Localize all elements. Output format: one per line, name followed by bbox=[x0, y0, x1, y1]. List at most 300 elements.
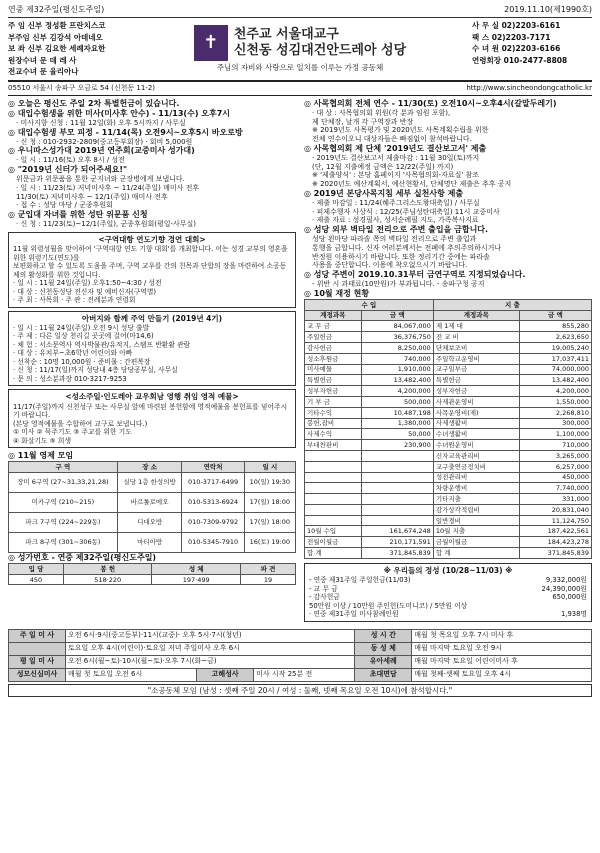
table-cell: 주일헌금 bbox=[305, 332, 362, 343]
notice-title: ◎ "2019년 신터가 되어주세요!" bbox=[8, 165, 128, 174]
offering-amount: 24,390,000원 bbox=[541, 584, 587, 593]
clergy-entry bbox=[8, 20, 128, 32]
table-cell bbox=[305, 494, 362, 505]
mass-label: 유아세례 bbox=[355, 655, 412, 668]
box-line: ④ 화살기도 ⑤ 희생 bbox=[13, 436, 72, 445]
address-bar bbox=[8, 82, 592, 96]
box-line: · 대 상 : 유치부~초6학년 어린이와 아빠 bbox=[13, 349, 133, 358]
bulletin-page bbox=[8, 5, 592, 843]
table-cell: 8,250,000 bbox=[361, 342, 433, 353]
table-row bbox=[305, 504, 592, 515]
table-row bbox=[305, 407, 592, 418]
table-row bbox=[305, 494, 592, 505]
notice-line: 제 단체장, 날개 각 구역장과 반장 bbox=[312, 117, 414, 126]
table-cell: 20,831,040 bbox=[519, 504, 591, 515]
table-cell: 부대찬판비 bbox=[305, 440, 362, 451]
contact-list bbox=[472, 18, 592, 80]
meeting-table bbox=[8, 461, 296, 553]
notice-line: 반정원 이용하시기 바랍니다. 또한 정리기간 중에는 파라솔 bbox=[312, 252, 490, 261]
mass-time: 미사 시작 25분 전 bbox=[254, 668, 355, 681]
offering-amount: 9,332,000원 bbox=[545, 576, 587, 585]
lead-notice: ◎ 오늘은 평신도 주일 2차 특별헌금이 있습니다. bbox=[8, 98, 180, 108]
table-cell: 바르톨로메오 bbox=[117, 492, 182, 512]
table-cell: 855,280 bbox=[519, 321, 591, 332]
hymn-number: 197·499 bbox=[152, 574, 240, 585]
notice-line: 성당 왼마당 파라솔 쪽의 벽타일 전리으로 주변 출입과 bbox=[312, 235, 477, 243]
notice-line: · 대 상 : 사목협의회 위원(각 분과 임원 포함), bbox=[312, 108, 451, 117]
notice-line: - 위반 시 과태료(10만원)가 부과됩니다. - 송파구청 공지 bbox=[312, 280, 485, 288]
hymn-number: 518·220 bbox=[64, 574, 152, 585]
table-cell: 17,037,411 bbox=[519, 353, 591, 364]
table-cell bbox=[361, 472, 433, 483]
table-row bbox=[305, 429, 592, 440]
table-cell: 단체보조비 bbox=[433, 342, 519, 353]
column-header: 계정과목 bbox=[433, 310, 519, 321]
mass-label: 성모신심미사 bbox=[9, 668, 66, 681]
offering-line bbox=[309, 576, 587, 584]
table-cell: 371,845,839 bbox=[361, 548, 433, 559]
hymn-table bbox=[8, 563, 296, 586]
notice-line: 11/30(토) 저녁미사후 ~ 12/1(주일) 매미사 전후 bbox=[16, 192, 168, 201]
table-cell: 사제생활비 bbox=[433, 418, 519, 429]
table-cell: 16(토) 19:00 bbox=[244, 532, 295, 552]
notice-title: ◎ 성당 외부 벽타일 전리으로 주변 출입을 금합니다. bbox=[304, 225, 489, 234]
table-cell: 7,740,000 bbox=[519, 483, 591, 494]
table-cell: 161,674,248 bbox=[361, 526, 433, 537]
notice-line: · 일 시 : 11/23(토) 저녁미사후 ~ 11/24(주일) 매미사 전후 bbox=[16, 183, 200, 192]
offering-title: ※ 우리들의 정성 (10/28~11/03) ※ bbox=[383, 565, 513, 575]
table-row bbox=[305, 548, 592, 559]
table-cell: 수녀원운영비 bbox=[433, 440, 519, 451]
column-header: 파 견 bbox=[240, 563, 295, 574]
notice-tile-work bbox=[304, 225, 592, 270]
column-header: 봉 헌 bbox=[64, 563, 152, 574]
box-line: ① 미사 ② 묵주기도 ③ 주교를 위한 기도 bbox=[13, 428, 132, 437]
column-header: 연락처 bbox=[182, 462, 244, 473]
table-cell: 성부자헌금 bbox=[305, 386, 362, 397]
table-cell: 1,100,000 bbox=[519, 429, 591, 440]
contact-label: 연령회장 bbox=[472, 55, 501, 65]
mass-time: 토요일 오후 4시(어린이)·토요일 저녁 주일미사 오후 6시 bbox=[66, 642, 355, 655]
table-row bbox=[305, 461, 592, 472]
table-row bbox=[9, 629, 592, 642]
table-cell: 010-3717-6499 bbox=[182, 472, 244, 492]
contact-entry bbox=[472, 32, 592, 44]
table-cell: 331,000 bbox=[519, 494, 591, 505]
table-cell: 주일학교운영비 bbox=[433, 353, 519, 364]
notice-title: ◎ 2019년 본당사목지침 세부 실천사항 제출 bbox=[304, 188, 464, 198]
notice-line: 위문금과 위문품을 통한 군지녀와 군장병에게 보냅니다. bbox=[16, 175, 185, 183]
box-line: 11/17(주일)까지 신천성구 또는 사무실 앞에 마련된 봉헌함에 영적예물을 봉헌표를 넣어주시기 바랍니다. bbox=[13, 402, 288, 420]
notice-title: ◎ 사목협의회 제 단체 '2019년도 결산보고서' 제출 bbox=[304, 143, 487, 153]
column-header: 장 소 bbox=[117, 462, 182, 473]
table-cell: 사제관운영비 bbox=[433, 396, 519, 407]
notice-title: ◎ 성당 주변이 2019.10.31부터 금연구역로 지정되었습니다. bbox=[304, 270, 526, 279]
clergy-name: 김요한 세례자요한 bbox=[44, 44, 106, 53]
table-row bbox=[9, 668, 592, 681]
table-row bbox=[305, 483, 592, 494]
table-row bbox=[305, 537, 592, 548]
clergy-name: 정성환 프란치스코 bbox=[44, 21, 106, 30]
mass-time: 오전 6시·9시(중고등부)·11시(교중)· 오후 5시·7시(청년) bbox=[66, 629, 355, 642]
notice-line: · 신 청 : 11/23(토)~12/1(주일), 군종후원회(평일-사무실) bbox=[16, 220, 197, 228]
mass-label: 성 시 간 bbox=[355, 629, 412, 642]
table-row bbox=[9, 472, 296, 492]
offering-line bbox=[309, 585, 587, 593]
mass-label: 초대면담 bbox=[355, 668, 412, 681]
contact-entry bbox=[472, 55, 592, 67]
table-cell: 3,265,000 bbox=[519, 450, 591, 461]
offering-line bbox=[309, 610, 587, 618]
table-cell: 미사예물 bbox=[305, 364, 362, 375]
notice-council-training bbox=[304, 99, 592, 144]
contact-value: 010-2477-8808 bbox=[503, 55, 568, 65]
table-cell: 파크 8구역 (301~306동) bbox=[9, 532, 118, 552]
table-cell: 차량운행비 bbox=[433, 483, 519, 494]
box-line: · 대 상 : 신천동성당 전신자 및 예비신자(구역별) bbox=[13, 287, 157, 296]
notice-line: · 접 수 : 성당 마당 / 군종후원회 bbox=[16, 201, 113, 210]
table-cell: 371,845,839 bbox=[519, 548, 591, 559]
table-cell bbox=[305, 483, 362, 494]
box-title: <성소주일·인도레아 교우회남 영행 취임 영적 예물> bbox=[65, 392, 239, 402]
box-line: (본당 영적예물을 수합하여 교구로 보냅니다.) bbox=[13, 419, 148, 428]
contact-label: 사 무 실 bbox=[472, 21, 499, 30]
table-cell: 4,200,000 bbox=[519, 386, 591, 397]
box-line: · 주 최 : 사목회 · 주 관 : 전례분과 연령회 bbox=[13, 296, 136, 305]
diocese-name: 천주교 서울대교구 bbox=[233, 27, 339, 43]
box-line: · 선착순 : 10명 10,000원 · 준비물 : 간편복장 bbox=[13, 357, 151, 366]
table-cell: 17(일) 18:00 bbox=[244, 492, 295, 512]
box-line: 11월 위령성월을 맞이하여 '구역대항 연도 기향 대회'를 개최합니다. 이는 성경 교부의 영혼을 위한 위령기도(연도)를 bbox=[13, 245, 288, 262]
table-row bbox=[305, 418, 592, 429]
table-cell: 성부자헌금 bbox=[433, 386, 519, 397]
table-cell bbox=[305, 461, 362, 472]
table-cell: 전월이월금 bbox=[305, 537, 362, 548]
notice-exam-mass bbox=[8, 109, 296, 128]
notice-santa bbox=[8, 165, 296, 210]
table-cell: 금월이월금 bbox=[433, 537, 519, 548]
table-cell: 230,900 bbox=[361, 440, 433, 451]
table-cell: 합 계 bbox=[305, 548, 362, 559]
table-cell: 13,482,400 bbox=[361, 375, 433, 386]
notice-line: ※ 2020년도 예산계획서, 예산현황서, 단체명단 제출은 추후 공지 bbox=[312, 180, 512, 188]
issue-date: 2019.11.10(제1990호) bbox=[504, 5, 592, 14]
column-header: 성 체 bbox=[152, 563, 240, 574]
table-cell: 봉헌,잡비 bbox=[305, 418, 362, 429]
column-header: 금 액 bbox=[361, 310, 433, 321]
box-title: <구역대항 연도기향 경연 대회> bbox=[98, 234, 206, 244]
contact-value: 02)2203-6166 bbox=[501, 44, 561, 53]
notice-line: · 신 청 : 010-2932-2809(중고등부회장) · 회비 5,000원 bbox=[16, 137, 193, 146]
table-cell: 실당 1층 한성의방 bbox=[117, 472, 182, 492]
table-cell: 성전관리비 bbox=[433, 472, 519, 483]
table-cell: 187,422,561 bbox=[519, 526, 591, 537]
finance-table bbox=[304, 299, 592, 559]
sunday-title: 연중 제32주일(평신도주일) bbox=[8, 5, 105, 14]
table-cell: 36,376,750 bbox=[361, 332, 433, 343]
contact-label: 팩 스 bbox=[472, 32, 490, 42]
table-cell: 수녀생활비 bbox=[433, 429, 519, 440]
box-line: · 체 험 : 서소문역사 역사박물관/유적지, 스탬프 반환활 관람 bbox=[13, 340, 191, 349]
table-row bbox=[305, 396, 592, 407]
table-row bbox=[305, 526, 592, 537]
table-cell: 184,423,278 bbox=[519, 537, 591, 548]
hymn-number: 19 bbox=[240, 574, 295, 585]
table-cell: 장미 6구역 (27~31,33,21,28) bbox=[9, 472, 118, 492]
table-cell: 2,268,810 bbox=[519, 407, 591, 418]
table-row bbox=[9, 492, 296, 512]
notice-title: ◎ 사목협의회 전체 연수 - 11/30(토) 오전10시~오후4시(갈말두레기) bbox=[304, 98, 557, 108]
mass-schedule bbox=[8, 629, 592, 682]
box-line: · 일 시 : 11월 24일(주일) 오전 9시 성당 출발 bbox=[13, 323, 150, 332]
table-cell: 특별헌금 bbox=[305, 375, 362, 386]
table-cell: 신자교육관리비 bbox=[433, 450, 519, 461]
income-group: 수 입 bbox=[305, 299, 434, 310]
table-cell: 300,000 bbox=[519, 418, 591, 429]
notice-pastoral-submit bbox=[304, 189, 592, 225]
table-cell: 1,550,000 bbox=[519, 396, 591, 407]
table-cell: 디대오방 bbox=[117, 512, 182, 532]
notice-line: 사용을 중단합니다. 이용에 착오없으시기 바랍니다. bbox=[312, 261, 468, 270]
notice-line: · 일 시 : 11/16(토) 오후 8시 / 성전 bbox=[16, 156, 125, 165]
table-row bbox=[305, 364, 592, 375]
table-row bbox=[305, 332, 592, 343]
table-cell: 파크 7구역 (224~229동) bbox=[9, 512, 118, 532]
offering-label: 50만원 이상 / 10만원 주인헌(도미니코) / 5만원 이상 bbox=[309, 601, 468, 610]
table-cell: 기 부 금 bbox=[305, 396, 362, 407]
small-community-note: "소공동체 모임 (남성 : 셋째 주일 20시 / 여성 : 둘째, 넷째 목요일 오전 10시)에 참석합시다." bbox=[8, 684, 592, 697]
table-cell bbox=[305, 515, 362, 526]
clergy-name: 김강석 아데네오 bbox=[49, 32, 103, 42]
offering-label: - 연중 제31주일 주일헌금(11/03) bbox=[309, 576, 411, 585]
table-cell: 010-5313-6924 bbox=[182, 492, 244, 512]
column-header: 금 액 bbox=[519, 310, 591, 321]
hymn-title: ◎ 성가번호 - 연중 제32주일(평신도주일) bbox=[8, 552, 157, 562]
box-line: · 신 청 : 11/17(일)까지 성당내 4층 당당공부실, 사무실 bbox=[13, 366, 178, 375]
clergy-role: 전교수녀 bbox=[8, 67, 37, 76]
church-logo-icon: ✝ bbox=[194, 25, 228, 61]
notice-parent-retreat bbox=[8, 128, 296, 147]
table-row bbox=[305, 440, 592, 451]
notice-line: · 피제수행자 사상식 : 12/25(주님성탄대축일) 11시 교중미사 bbox=[312, 207, 500, 216]
clergy-role: 주 임 신부 bbox=[8, 21, 43, 30]
table-cell: 1,910,000 bbox=[361, 364, 433, 375]
table-cell: 1,380,000 bbox=[361, 418, 433, 429]
table-row bbox=[305, 353, 592, 364]
table-row bbox=[305, 321, 592, 332]
clergy-entry bbox=[8, 66, 128, 78]
notice-line: · 제출 자료 : 성경필사, 성서순례필 지도, 가족복사지료 bbox=[312, 216, 479, 225]
table-cell: 710,000 bbox=[519, 440, 591, 451]
notice-title: ◎ 군입대 자녀를 위한 성탄 위문품 신청 bbox=[8, 210, 148, 219]
table-cell bbox=[361, 494, 433, 505]
clergy-role: 보 좌 신부 bbox=[8, 44, 43, 53]
table-row bbox=[305, 515, 592, 526]
offering-label: - 감사헌금 bbox=[309, 593, 340, 602]
table-row bbox=[9, 642, 592, 655]
clergy-entry bbox=[8, 55, 128, 67]
website-link[interactable]: http://www.sincheondongcatholic.kr bbox=[466, 84, 592, 92]
clergy-entry bbox=[8, 43, 128, 55]
table-cell: 010-5345-7910 bbox=[182, 532, 244, 552]
mass-label: 동 성 체 bbox=[355, 642, 412, 655]
table-cell bbox=[361, 450, 433, 461]
notice-line: ※ '제출양식' : 본당 홈페이지 '사목협의회-자료실' 참조 bbox=[312, 171, 480, 180]
box-line: · 문 의 : 성소분과장 010-3217-9253 bbox=[13, 374, 127, 383]
table-cell: 일반경비 bbox=[433, 515, 519, 526]
offering-amount: 650,000원 bbox=[552, 593, 587, 602]
notice-settlement-report bbox=[304, 144, 592, 189]
mass-time: 매월 마지막 토요일 어린이미사 후 bbox=[412, 655, 592, 668]
table-cell: 2,623,650 bbox=[519, 332, 591, 343]
table-cell: 기타지출 bbox=[433, 494, 519, 505]
notice-military-gift bbox=[8, 210, 296, 229]
table-cell: 19,005,240 bbox=[519, 342, 591, 353]
notice-title: ◎ 대입수험생을 위한 미사(미사후 안수) - 11/13(수) 오후7시 bbox=[8, 108, 231, 118]
table-cell: 17(일) 18:00 bbox=[244, 512, 295, 532]
mass-time: 매월 첫 목요일 오후 7시 미사 후 bbox=[412, 629, 592, 642]
mass-time: 매월 마지막 토요일 오전 9시 bbox=[412, 642, 592, 655]
mass-time: 매월 첫째·셋째 토요일 오후 4시 bbox=[412, 668, 592, 681]
contact-entry bbox=[472, 43, 592, 55]
table-cell bbox=[361, 483, 433, 494]
table-cell: 4,200,000 bbox=[361, 386, 433, 397]
table-cell: 11,124,750 bbox=[519, 515, 591, 526]
table-cell: 10(일) 19:30 bbox=[244, 472, 295, 492]
box-spiritual-gift bbox=[8, 389, 296, 448]
church-banner bbox=[128, 18, 472, 80]
notice-line: ※ 2019년도 사목평가 및 2020년도 사목계획수립을 위한 bbox=[312, 126, 489, 135]
table-cell: 74,000,000 bbox=[519, 364, 591, 375]
contact-entry bbox=[472, 20, 592, 32]
parish-name: 신천동 성김대건안드레아 성당 bbox=[233, 43, 407, 59]
offering-amount: 1,938명 bbox=[560, 610, 587, 619]
meeting-title: ◎ 11월 영제 모임 bbox=[8, 451, 74, 461]
offering-label: - 교 무 금 bbox=[309, 584, 338, 593]
table-cell bbox=[361, 461, 433, 472]
contact-value: 02)2203-6161 bbox=[501, 21, 561, 30]
notice-no-smoking bbox=[304, 270, 592, 289]
offering-box bbox=[304, 563, 592, 622]
expense-group: 지 출 bbox=[433, 299, 591, 310]
column-header: 입 당 bbox=[9, 563, 64, 574]
offering-line bbox=[309, 593, 587, 601]
table-cell: 10월 수입 bbox=[305, 526, 362, 537]
clergy-role: 원장수녀 bbox=[8, 55, 37, 65]
box-father-memory bbox=[8, 311, 296, 387]
table-cell: 사목운영비(제) bbox=[433, 407, 519, 418]
offering-label: · 연중 제31주일 미사참례인원 bbox=[309, 610, 399, 619]
mass-label bbox=[9, 642, 66, 655]
table-cell: 특별헌금 bbox=[433, 375, 519, 386]
box-line: · 일 시 : 11월 24일(주일) 오후1:50~4:30 / 성전 bbox=[13, 279, 162, 288]
notice-title: ◎ 우니따스성가대 2019년 연주회(교중미사 성가대) bbox=[8, 146, 195, 156]
table-cell: 50,000 bbox=[361, 429, 433, 440]
column-header: 구 역 bbox=[9, 462, 118, 473]
table-cell: 미카구역 (210~215) bbox=[9, 492, 118, 512]
notice-line: · 미사지향 신청 : 11월 12일(화) 오후 5시까지 / 사무실 bbox=[16, 118, 186, 127]
clergy-name: 문 데 레 사 bbox=[39, 55, 77, 65]
contact-label: 수 녀 원 bbox=[472, 44, 499, 53]
clergy-list bbox=[8, 18, 128, 80]
box-title: 아버지와 함께 주억 만들기 (2019년 4기) bbox=[81, 313, 223, 323]
table-cell bbox=[361, 504, 433, 515]
table-row bbox=[305, 386, 592, 397]
table-cell: 740,000 bbox=[361, 353, 433, 364]
mass-time: 오전 6시(월~토)·10시(월~토)·오후 7시(화~금) bbox=[66, 655, 355, 668]
table-cell: 전 교 비 bbox=[433, 332, 519, 343]
notice-line: 통행을 금합니다. 신자 여러분께서는 전폐에 추의주의하시거나 bbox=[312, 243, 502, 252]
finance-title: ◎ 10월 재정 현황 bbox=[304, 288, 370, 298]
table-cell: 감사헌금 bbox=[305, 342, 362, 353]
table-cell: 마티아방 bbox=[117, 532, 182, 552]
table-cell: 제 1제 대 bbox=[433, 321, 519, 332]
contact-value: 02)2203-7171 bbox=[491, 32, 551, 42]
table-row bbox=[305, 450, 592, 461]
table-cell: 교구출연금정치비 bbox=[433, 461, 519, 472]
table-cell bbox=[305, 504, 362, 515]
table-row bbox=[9, 512, 296, 532]
table-cell: 기타수익 bbox=[305, 407, 362, 418]
table-cell: 6,257,000 bbox=[519, 461, 591, 472]
table-cell: 성소후원금 bbox=[305, 353, 362, 364]
table-cell: 교 무 금 bbox=[305, 321, 362, 332]
table-row bbox=[305, 472, 592, 483]
table-row bbox=[305, 375, 592, 386]
issue-line bbox=[8, 5, 592, 18]
mass-time: 매월 첫 토요일 오전 6시 bbox=[66, 668, 197, 681]
notice-line: 전체 연수이오니 대상자들은 빠짐없이 참석바랍니다. bbox=[312, 135, 472, 143]
table-row bbox=[9, 655, 592, 668]
table-cell: 210,171,591 bbox=[361, 537, 433, 548]
left-column bbox=[8, 99, 296, 625]
table-cell bbox=[305, 450, 362, 461]
hymn-number: 450 bbox=[9, 574, 64, 585]
parish-motto: 주님의 자비와 사랑으로 일치를 이루는 가정 공동체 bbox=[216, 63, 384, 73]
mass-label: 주 일 미 사 bbox=[9, 629, 66, 642]
table-cell: 450,000 bbox=[519, 472, 591, 483]
table-cell: 10,487,198 bbox=[361, 407, 433, 418]
notice-choir-concert bbox=[8, 146, 296, 165]
notice-title: ◎ 대입수험생 부모 피정 - 11/14(목) 오전9시~오후5시 바오로방 bbox=[8, 127, 243, 137]
table-cell bbox=[361, 515, 433, 526]
table-cell: 사제수익 bbox=[305, 429, 362, 440]
table-cell: 13,482,400 bbox=[519, 375, 591, 386]
table-row bbox=[305, 342, 592, 353]
box-prayer-contest bbox=[8, 232, 296, 308]
clergy-name: 문 율리아나 bbox=[39, 67, 79, 76]
clergy-role: 부주임 신부 bbox=[8, 32, 47, 42]
header bbox=[8, 18, 592, 82]
right-column bbox=[304, 99, 592, 625]
table-row bbox=[9, 532, 296, 552]
table-cell: 010-7309-9792 bbox=[182, 512, 244, 532]
postal-address: 05510 서울시 송파구 오금로 54 (신천동 11-2) bbox=[8, 84, 156, 92]
column-header: 일 시 bbox=[244, 462, 295, 473]
table-cell: 84,067,000 bbox=[361, 321, 433, 332]
clergy-entry bbox=[8, 32, 128, 44]
table-cell: 합 계 bbox=[433, 548, 519, 559]
table-cell bbox=[305, 472, 362, 483]
notice-line: · 2019년도 결산보고서 제출마감 : 11월 30일(토)까지 bbox=[312, 153, 480, 162]
table-cell: 500,000 bbox=[361, 396, 433, 407]
box-line: · 주 제 : 다른 일상 천리길 곳곳에 걸어(마14,6) bbox=[13, 332, 154, 341]
offering-line bbox=[309, 602, 587, 610]
mass-label: 고해성사 bbox=[197, 668, 254, 681]
table-cell: 10월 지출 bbox=[433, 526, 519, 537]
notice-line: (단, 12월 지출예정 금액은 12/22(주일) 까지) bbox=[312, 162, 454, 171]
mass-label: 평 일 미 사 bbox=[9, 655, 66, 668]
